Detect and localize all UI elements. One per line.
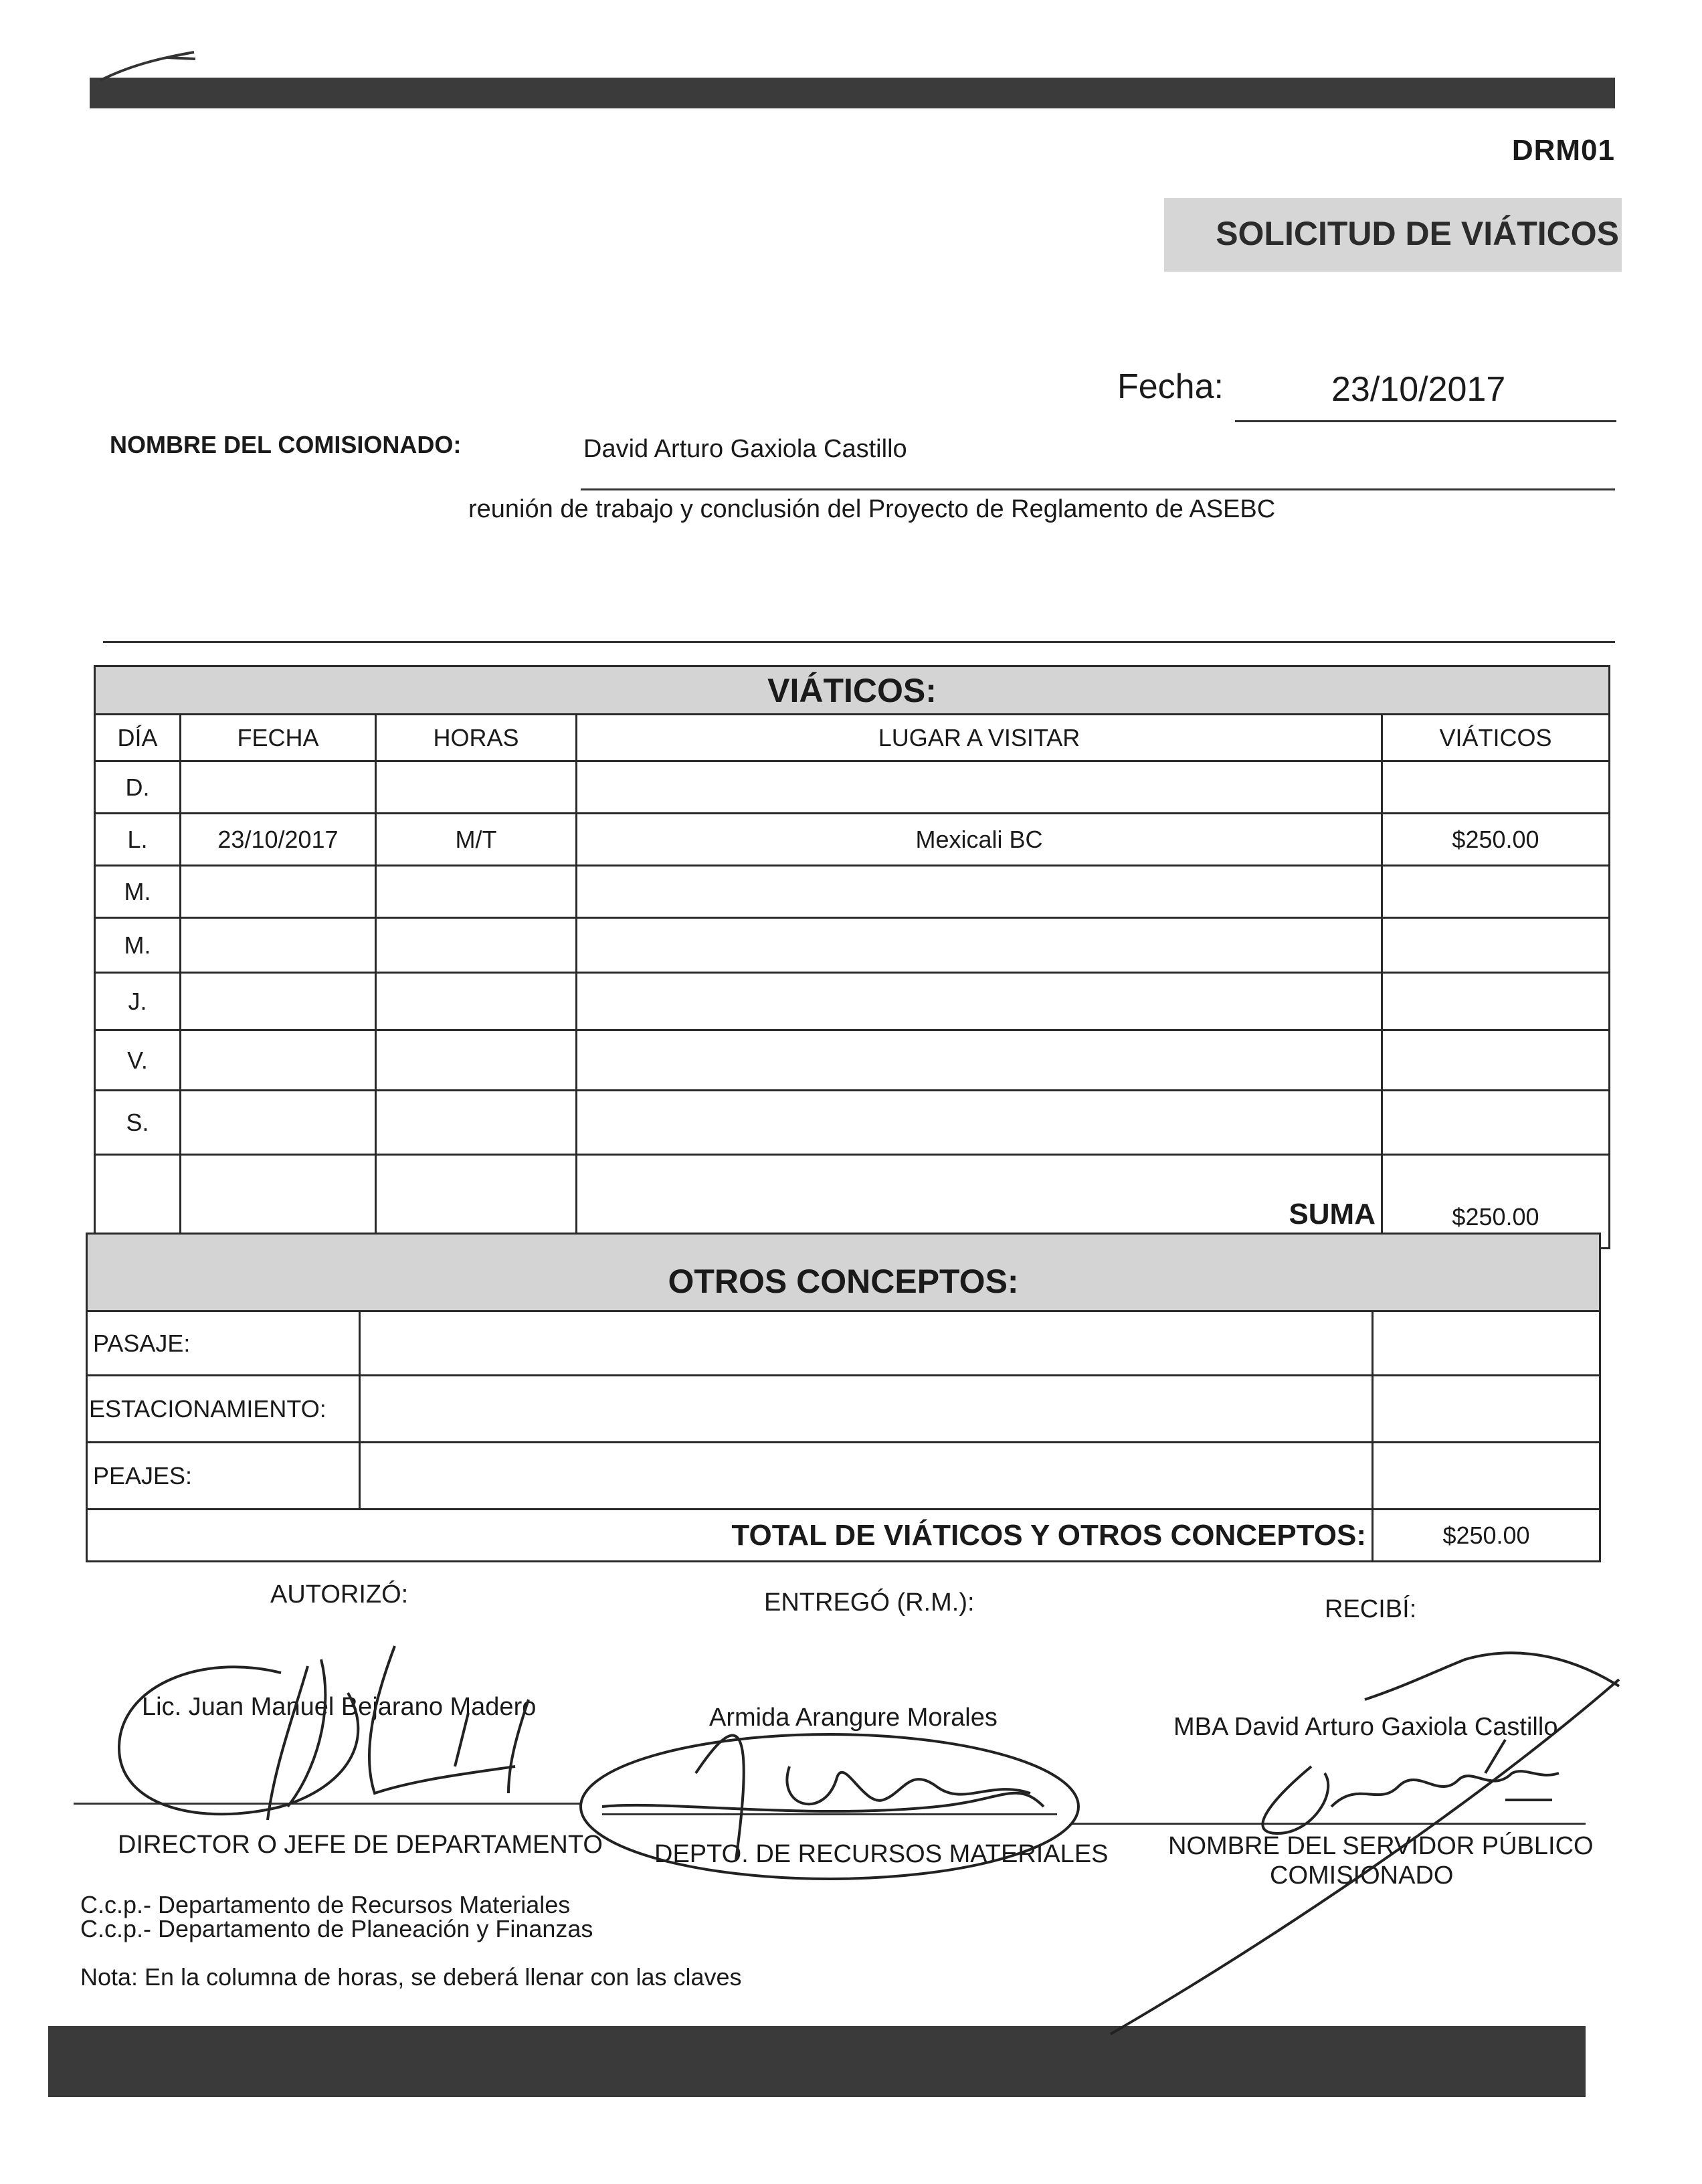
autorizo-label: AUTORIZÓ: (270, 1580, 409, 1609)
recibi-signature (1111, 1653, 1619, 2034)
row-dia: M. (95, 918, 181, 973)
entrego-role: DEPTO. DE RECURSOS MATERIALES (654, 1840, 1109, 1868)
row-dia: M. (95, 866, 181, 918)
total-label: TOTAL DE VIÁTICOS Y OTROS CONCEPTOS: (87, 1510, 1373, 1562)
autorizo-name: Lic. Juan Manuel Bejarano Madero (142, 1693, 537, 1721)
fecha-value: 23/10/2017 (1331, 370, 1506, 409)
recibi-label: RECIBÍ: (1325, 1595, 1417, 1623)
viaticos-heading: VIÁTICOS: (95, 666, 1610, 715)
motivo-text: reunión de trabajo y conclusión del Proyecto de Reglamento de ASEBC (468, 495, 1276, 523)
ccp-line-1: C.c.p.- Departamento de Recursos Materiales (80, 1891, 571, 1918)
entrego-name: Armida Arangure Morales (709, 1704, 998, 1732)
col-lugar: LUGAR A VISITAR (577, 715, 1382, 761)
row-monto: $250.00 (1382, 814, 1610, 866)
entrego-signature (581, 1734, 1078, 1879)
row-dia: S. (95, 1091, 181, 1155)
top-pen-mark (100, 52, 195, 80)
total-value: $250.00 (1373, 1510, 1600, 1562)
otros-heading: OTROS CONCEPTOS: (87, 1234, 1600, 1311)
nota-text: Nota: En la columna de horas, se deberá llenar con las claves (80, 1963, 742, 1991)
otros-label: PASAJE: (87, 1311, 360, 1376)
row-dia: L. (95, 814, 181, 866)
recibi-role-line2: COMISIONADO (1270, 1861, 1454, 1890)
otros-label: ESTACIONAMIENTO: (87, 1376, 360, 1443)
recibi-name: MBA David Arturo Gaxiola Castillo (1173, 1713, 1558, 1741)
col-dia: DÍA (95, 715, 181, 761)
entrego-label: ENTREGÓ (R.M.): (764, 1588, 975, 1617)
row-horas: M/T (376, 814, 577, 866)
row-dia: V. (95, 1030, 181, 1091)
autorizo-signature (119, 1646, 529, 1820)
ccp-line-2: C.c.p.- Departamento de Planeación y Finanzas (80, 1915, 593, 1942)
suma-value: $250.00 (1382, 1155, 1610, 1249)
otros-label: PEAJES: (87, 1443, 360, 1510)
row-dia: D. (95, 761, 181, 814)
row-lugar: Mexicali BC (577, 814, 1382, 866)
row-fecha: 23/10/2017 (181, 814, 376, 866)
comisionado-label: NOMBRE DEL COMISIONADO: (110, 431, 462, 458)
page-title: SOLICITUD DE VIÁTICOS (1216, 215, 1619, 252)
col-fecha: FECHA (181, 715, 376, 761)
autorizo-role: DIRECTOR O JEFE DE DEPARTAMENTO (118, 1831, 603, 1859)
recibi-role-line1: NOMBRE DEL SERVIDOR PÚBLICO (1168, 1832, 1594, 1860)
col-horas: HORAS (376, 715, 577, 761)
col-viaticos: VIÁTICOS (1382, 715, 1610, 761)
fecha-label: Fecha: (1117, 367, 1224, 406)
comisionado-value: David Arturo Gaxiola Castillo (583, 435, 907, 463)
form-code: DRM01 (1511, 134, 1615, 167)
row-dia: J. (95, 973, 181, 1030)
suma-label: SUMA (577, 1155, 1382, 1249)
